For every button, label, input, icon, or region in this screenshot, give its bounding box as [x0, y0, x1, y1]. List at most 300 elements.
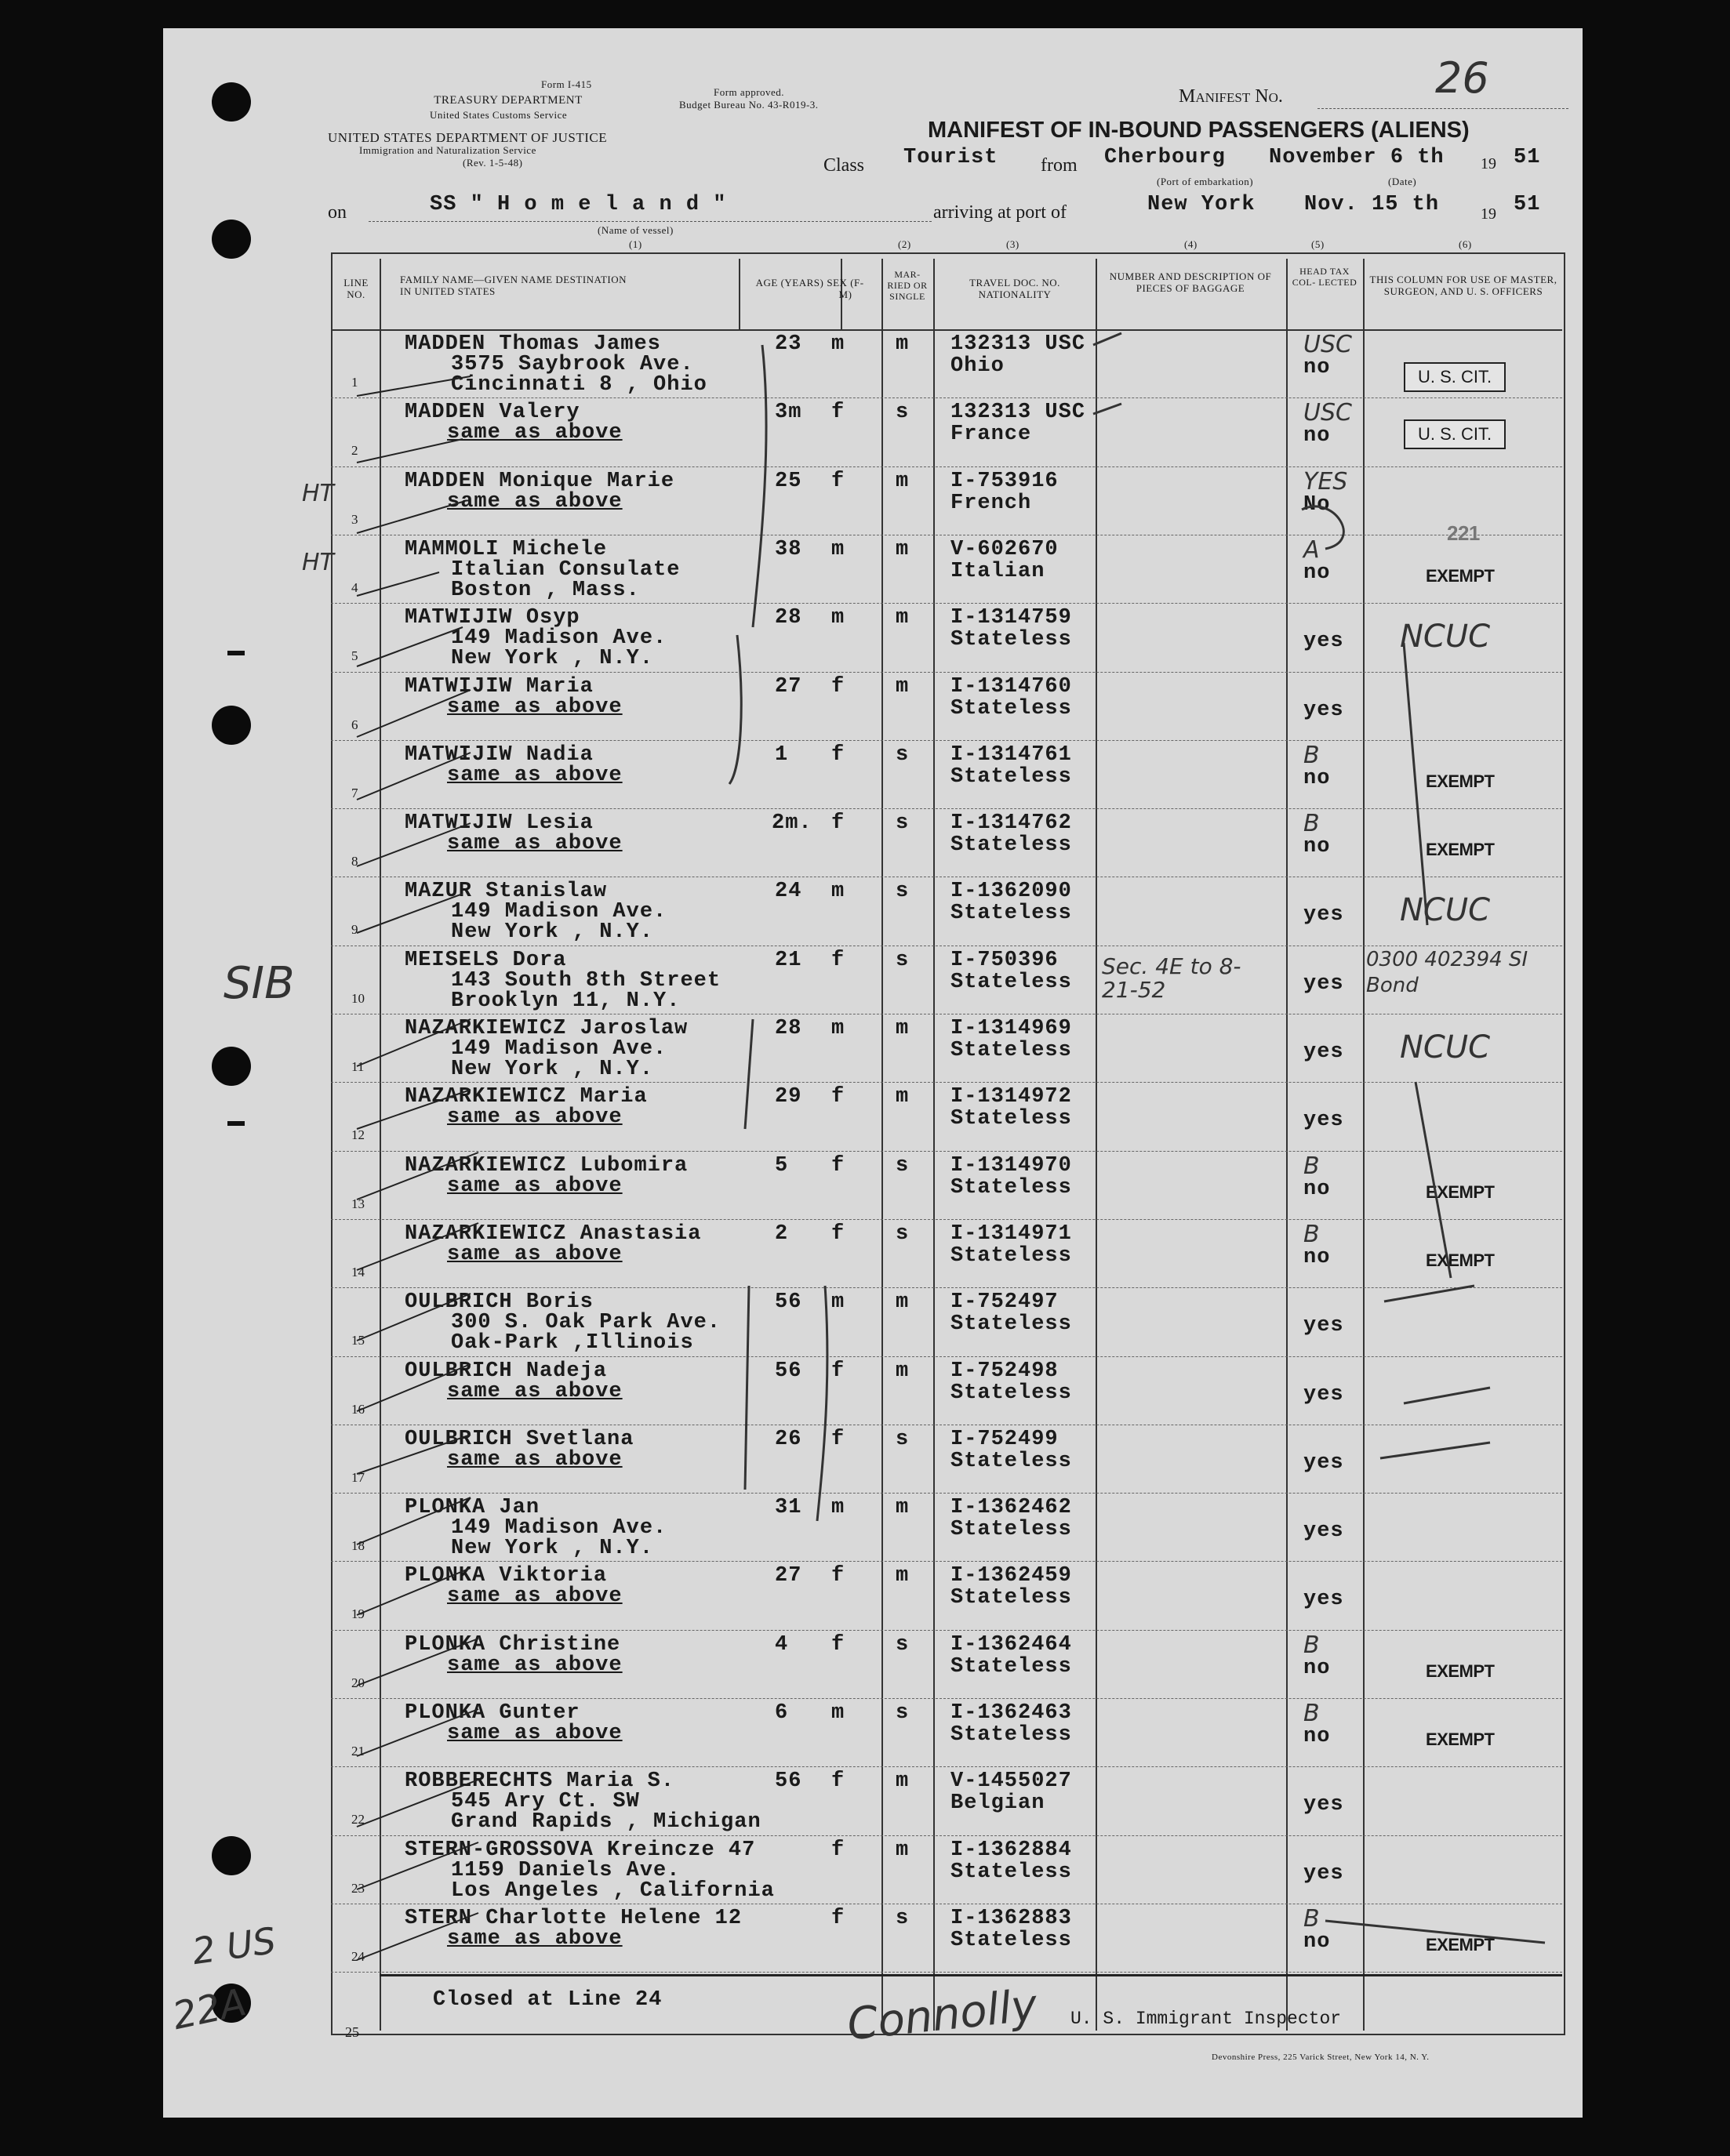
nationality: Stateless — [950, 628, 1072, 652]
passenger-sex: f — [831, 742, 845, 767]
passenger-name: MADDEN Monique Marie — [405, 469, 675, 493]
travel-doc-number: I-1314970 — [950, 1153, 1072, 1178]
head-tax: yes — [1303, 1382, 1344, 1406]
row-line-no: 7 — [351, 785, 358, 800]
passenger-name: OULBRICH Svetlana — [405, 1427, 634, 1451]
passenger-address-2: Oak-Park ,Illinois — [451, 1331, 694, 1356]
travel-doc-number: I-1314759 — [950, 606, 1072, 630]
passenger-name: PLONKA Gunter — [405, 1701, 580, 1725]
marital-status: s — [896, 1153, 910, 1178]
marital-status: s — [896, 1427, 910, 1451]
passenger-name: MATWIJIW Osyp — [405, 606, 580, 630]
passenger-age: 26 — [775, 1427, 802, 1451]
head-tax-note: B — [1303, 741, 1320, 769]
arrival-date: Nov. 15 th — [1304, 193, 1440, 216]
passenger-sex: f — [831, 469, 845, 493]
head-tax-note: B — [1303, 1220, 1320, 1248]
passenger-address-1: same as above — [447, 1447, 623, 1472]
passenger-name: NAZARKIEWICZ Lubomira — [405, 1153, 689, 1178]
row-line-no: 19 — [351, 1606, 365, 1622]
travel-doc-number: I-1314972 — [950, 1085, 1072, 1109]
passenger-sex: f — [831, 1153, 845, 1178]
margin-note-ht: HT — [302, 480, 334, 507]
passenger-address-2: New York , N.Y. — [451, 920, 654, 945]
row-line-no: 1 — [351, 375, 358, 390]
passenger-address-1: same as above — [447, 832, 623, 856]
officer-stamp: 221 — [1447, 521, 1480, 545]
passenger-name: MEISELS Dora — [405, 948, 567, 972]
marital-status: s — [896, 880, 910, 904]
passenger-sex: f — [831, 1427, 845, 1451]
travel-doc-number: I-1314971 — [950, 1221, 1072, 1246]
head-tax: yes — [1303, 1861, 1344, 1886]
head-tax: no — [1303, 561, 1331, 585]
row-line-no: 15 — [351, 1333, 365, 1348]
nationality: Stateless — [950, 902, 1072, 926]
nationality: Stateless — [950, 1381, 1072, 1405]
head-tax: yes — [1303, 1519, 1344, 1544]
arrival-year-prefix: 19 — [1481, 205, 1496, 223]
head-tax: yes — [1303, 1314, 1344, 1338]
head-tax: no — [1303, 1725, 1331, 1748]
passenger-address-1: 300 S. Oak Park Ave. — [451, 1311, 721, 1335]
passenger-name: OULBRICH Boris — [405, 1290, 594, 1315]
passenger-address-1: same as above — [447, 1105, 623, 1130]
passenger-name: MAZUR Stanislaw — [405, 880, 608, 904]
passenger-sex: m — [831, 537, 845, 561]
row-line-no: 22 — [351, 1812, 365, 1828]
passenger-address-1: Italian Consulate — [451, 557, 681, 582]
head-tax: yes — [1303, 1109, 1344, 1133]
header-sex: SEX (F-M) — [827, 277, 864, 300]
date-caption: (Date) — [1388, 176, 1417, 187]
passenger-sex: f — [831, 1632, 845, 1657]
head-tax: no — [1303, 424, 1331, 448]
justice-label: UNITED STATES DEPARTMENT OF JUSTICE — [328, 130, 608, 145]
passenger-address-1: same as above — [447, 489, 623, 514]
passenger-age: 2m. — [772, 811, 812, 836]
passenger-address-1: same as above — [447, 1926, 623, 1951]
head-tax: no — [1303, 766, 1331, 790]
header-name: FAMILY NAME—GIVEN NAME DESTINATION IN UNITED STATES — [400, 274, 627, 297]
officer-stamp: EXEMPT — [1426, 1730, 1495, 1749]
printer-credit: Devonshire Press, 225 Varick Street, New York 14, N. Y. — [1212, 2053, 1430, 2062]
row-line-no: 21 — [351, 1744, 365, 1759]
passenger-name: STERN Charlotte Helene 12 — [405, 1906, 743, 1930]
passenger-sex: f — [831, 1906, 845, 1930]
passenger-sex: f — [831, 1838, 845, 1862]
manifest-no-label: Manifest No. — [1179, 86, 1283, 107]
row-line-no: 13 — [351, 1196, 365, 1211]
travel-doc-number: I-1314760 — [950, 674, 1072, 699]
marital-status: m — [896, 1290, 910, 1315]
passenger-sex: m — [831, 606, 845, 630]
passenger-age: 56 — [775, 1290, 802, 1315]
nationality: Belgian — [950, 1791, 1045, 1816]
passenger-name: NAZARKIEWICZ Jaroslaw — [405, 1017, 689, 1040]
row-line-no: 11 — [351, 1059, 365, 1074]
passenger-sex: f — [831, 1769, 845, 1794]
head-tax-note: B — [1303, 810, 1320, 838]
head-tax-note: USC — [1303, 399, 1352, 427]
officer-stamp: EXEMPT — [1426, 840, 1495, 860]
travel-doc-number: I-1362462 — [950, 1496, 1072, 1520]
passenger-name: STERN-GROSSOVA Kreincze 47 — [405, 1838, 756, 1862]
rev-label: (Rev. 1-5-48) — [463, 157, 523, 169]
passenger-name: MATWIJIW Nadia — [405, 742, 594, 767]
nationality: Stateless — [950, 1039, 1072, 1062]
on-label: on — [328, 202, 347, 223]
passenger-age: 56 — [775, 1769, 802, 1794]
head-tax: no — [1303, 1177, 1331, 1201]
head-tax-note: B — [1303, 1152, 1320, 1180]
passenger-age: 28 — [775, 606, 802, 630]
header-married: MAR- RIED OR SINGLE — [887, 269, 928, 302]
approved-label: Form approved. — [714, 86, 785, 98]
passenger-address-1: same as above — [447, 695, 623, 719]
passenger-sex: f — [831, 811, 845, 836]
arrival-year: 51 — [1514, 193, 1541, 216]
nationality: Stateless — [950, 1723, 1072, 1747]
passenger-sex: m — [831, 1290, 845, 1315]
head-tax: yes — [1303, 1793, 1344, 1817]
passenger-name: MADDEN Valery — [405, 401, 580, 425]
header-officers: THIS COLUMN FOR USE OF MASTER, SURGEON, AND U. S. OFFICERS — [1369, 274, 1557, 297]
row-line-no: 14 — [351, 1264, 365, 1279]
treasury-label: TREASURY DEPARTMENT — [434, 94, 583, 107]
row-line-no: 6 — [351, 717, 358, 732]
marital-status: m — [896, 674, 910, 699]
head-tax-note: B — [1303, 1904, 1320, 1933]
col-number-2: (2) — [898, 238, 911, 250]
officer-stamp: U. S. CIT. — [1404, 362, 1506, 392]
passenger-address-1: same as above — [447, 1242, 623, 1266]
passenger-address-2: New York , N.Y. — [451, 1058, 654, 1081]
passenger-sex: f — [831, 1359, 845, 1383]
row-line-no: 10 — [351, 990, 365, 1006]
nationality: Stateless — [950, 970, 1072, 994]
passenger-age: 24 — [775, 880, 802, 904]
nationality: French — [950, 491, 1032, 515]
passenger-sex: m — [831, 1701, 845, 1725]
passenger-name: MATWIJIW Lesia — [405, 811, 594, 836]
passenger-address-2: Los Angeles , California — [451, 1878, 775, 1903]
margin-note-sib: SIB — [224, 958, 295, 1009]
passenger-age: 38 — [775, 537, 802, 561]
head-tax: yes — [1303, 1040, 1344, 1064]
officer-stamp: EXEMPT — [1426, 565, 1495, 586]
baggage-note: Sec. 4E to 8-21-52 — [1102, 953, 1241, 1004]
marital-status: s — [896, 811, 910, 836]
row-line-no: 18 — [351, 1538, 365, 1554]
closed-at-line: Closed at Line 24 — [433, 1988, 663, 2012]
head-tax: yes — [1303, 903, 1344, 927]
passenger-sex: f — [831, 674, 845, 699]
travel-doc-number: I-1362464 — [950, 1632, 1072, 1657]
travel-doc-number: I-1314761 — [950, 742, 1072, 767]
manifest-no-value: 26 — [1435, 53, 1489, 103]
travel-doc-number: I-1362883 — [950, 1906, 1072, 1930]
marital-status: m — [896, 1564, 910, 1588]
officer-stamp: NCUC — [1400, 892, 1491, 929]
travel-doc-number: 132313 USC — [950, 332, 1086, 356]
marital-status: m — [896, 332, 910, 356]
passenger-address-2: New York , N.Y. — [451, 647, 654, 671]
passenger-address-2: New York , N.Y. — [451, 1537, 654, 1561]
passenger-age: 25 — [775, 469, 802, 493]
inspector-signature: Connolly — [845, 1980, 1040, 2051]
officer-stamp: 0300 402394 SI Bond — [1366, 947, 1528, 998]
passenger-address-1: 1159 Daniels Ave. — [451, 1858, 681, 1882]
marital-status: m — [896, 606, 910, 630]
header-age: AGE (YEARS) — [755, 277, 824, 289]
marital-status: m — [896, 1496, 910, 1520]
nationality: France — [950, 423, 1032, 447]
passenger-age: 27 — [775, 674, 802, 699]
passenger-address-1: 143 South 8th Street — [451, 968, 721, 993]
head-tax: no — [1303, 1656, 1331, 1680]
nationality: Ohio — [950, 354, 1005, 378]
nationality: Stateless — [950, 833, 1072, 858]
marital-status: s — [896, 1221, 910, 1246]
nationality: Stateless — [950, 1586, 1072, 1610]
marital-status: s — [896, 1701, 910, 1725]
row-line-no: 9 — [351, 922, 358, 938]
passenger-name: PLONKA Jan — [405, 1496, 540, 1520]
officer-stamp: EXEMPT — [1426, 1661, 1495, 1681]
officer-stamp: EXEMPT — [1426, 1181, 1495, 1202]
passenger-name: MADDEN Thomas James — [405, 332, 661, 356]
head-tax-note: A — [1303, 535, 1320, 564]
passenger-age: 3m — [775, 401, 802, 425]
passenger-age: 4 — [775, 1632, 789, 1657]
embarkation-year: 51 — [1514, 146, 1541, 169]
travel-doc-number: 132313 USC — [950, 401, 1086, 425]
head-tax: yes — [1303, 1450, 1344, 1475]
passenger-address-1: same as above — [447, 1379, 623, 1403]
row-line-no: 24 — [351, 1948, 365, 1964]
marital-status: m — [896, 1838, 910, 1862]
marital-status: m — [896, 537, 910, 561]
row-line-no: 8 — [351, 854, 358, 869]
passenger-address-1: same as above — [447, 1653, 623, 1677]
form-id: Form I-415 — [541, 78, 592, 90]
class-value: Tourist — [903, 146, 998, 169]
head-tax: no — [1303, 356, 1331, 379]
line-25: 25 — [345, 2024, 359, 2040]
passenger-address-2: Boston , Mass. — [451, 578, 640, 602]
nationality: Stateless — [950, 1928, 1072, 1952]
passenger-age: 21 — [775, 948, 802, 972]
embarkation-date: November 6 th — [1269, 146, 1445, 169]
col-number-3: (3) — [1006, 238, 1019, 250]
passenger-age: 27 — [775, 1564, 802, 1588]
passenger-age: 5 — [775, 1153, 789, 1178]
passenger-address-1: same as above — [447, 763, 623, 787]
manifest-title: MANIFEST OF IN-BOUND PASSENGERS (ALIENS) — [928, 118, 1470, 143]
officer-stamp: NCUC — [1400, 619, 1491, 655]
header-line-no: LINE NO. — [343, 277, 369, 300]
embarkation-port: Cherbourg — [1104, 146, 1226, 169]
passenger-age: 6 — [775, 1701, 789, 1725]
travel-doc-number: I-750396 — [950, 948, 1059, 972]
travel-doc-number: V-1455027 — [950, 1769, 1072, 1794]
officer-stamp: U. S. CIT. — [1404, 419, 1506, 449]
passenger-age: 28 — [775, 1017, 802, 1040]
marital-status: s — [896, 948, 910, 972]
passenger-address-1: same as above — [447, 1174, 623, 1198]
travel-doc-number: I-1314762 — [950, 811, 1072, 836]
nationality: Stateless — [950, 1175, 1072, 1200]
passenger-sex: f — [831, 948, 845, 972]
passenger-name: OULBRICH Nadeja — [405, 1359, 608, 1383]
passenger-name: MATWIJIW Maria — [405, 674, 594, 699]
marital-status: m — [896, 1359, 910, 1383]
passenger-sex: m — [831, 332, 845, 356]
head-tax: no — [1303, 1929, 1331, 1954]
nationality: Stateless — [950, 1518, 1072, 1542]
travel-doc-number: I-753916 — [950, 469, 1059, 493]
row-line-no: 20 — [351, 1675, 365, 1690]
row-line-no: 4 — [351, 579, 358, 595]
passenger-name: NAZARKIEWICZ Anastasia — [405, 1221, 702, 1246]
budget-label: Budget Bureau No. 43-R019-3. — [679, 99, 819, 111]
vessel-caption: (Name of vessel) — [598, 224, 674, 236]
passenger-address-1: same as above — [447, 1722, 623, 1745]
margin-note-22a: 22A — [169, 1980, 250, 2039]
nationality: Stateless — [950, 764, 1072, 789]
passenger-age: 29 — [775, 1085, 802, 1109]
head-tax: yes — [1303, 698, 1344, 722]
passenger-address-1: 149 Madison Ave. — [451, 900, 667, 924]
passenger-sex: m — [831, 1017, 845, 1040]
nationality: Stateless — [950, 1312, 1072, 1337]
from-label: from — [1041, 155, 1078, 176]
passenger-address-1: 545 Ary Ct. SW — [451, 1790, 640, 1814]
ins-label: Immigration and Naturalization Service — [359, 144, 536, 156]
marital-status: s — [896, 1906, 910, 1930]
arriving-label: arriving at port of — [933, 202, 1067, 223]
col-number-6: (6) — [1459, 238, 1472, 250]
passenger-age: 31 — [775, 1496, 802, 1520]
row-line-no: 5 — [351, 648, 358, 664]
passenger-address-2: Brooklyn 11, N.Y. — [451, 989, 681, 1013]
passenger-address-2: Grand Rapids , Michigan — [451, 1810, 761, 1835]
passenger-sex: f — [831, 1564, 845, 1588]
passenger-sex: f — [831, 1085, 845, 1109]
marital-status: m — [896, 1769, 910, 1794]
marital-status: m — [896, 1017, 910, 1040]
passenger-age: 2 — [775, 1221, 789, 1246]
head-tax: No — [1303, 492, 1331, 517]
passenger-name: MAMMOLI Michele — [405, 537, 608, 561]
travel-doc-number: I-1314969 — [950, 1017, 1072, 1040]
margin-note-2us: 2 US — [189, 1918, 279, 1973]
travel-doc-number: I-1362884 — [950, 1838, 1072, 1862]
head-tax-note: YES — [1303, 467, 1348, 495]
vessel-name: SS " H o m e l a n d " — [430, 193, 727, 216]
head-tax: no — [1303, 1245, 1331, 1269]
head-tax-note: USC — [1303, 331, 1352, 358]
travel-doc-number: I-1362090 — [950, 880, 1072, 904]
header-baggage: NUMBER AND DESCRIPTION OF PIECES OF BAGGAGE — [1109, 270, 1272, 294]
travel-doc-number: V-602670 — [950, 537, 1059, 561]
travel-doc-number: I-1362459 — [950, 1564, 1072, 1588]
nationality: Stateless — [950, 696, 1072, 720]
col-number-4: (4) — [1184, 238, 1198, 250]
passenger-name: PLONKA Viktoria — [405, 1564, 608, 1588]
row-line-no: 3 — [351, 511, 358, 527]
marital-status: m — [896, 1085, 910, 1109]
passenger-address-1: 149 Madison Ave. — [451, 1037, 667, 1061]
customs-label: United States Customs Service — [430, 109, 568, 121]
head-tax-note: B — [1303, 1631, 1320, 1659]
head-tax: yes — [1303, 1588, 1344, 1612]
travel-doc-number: I-1362463 — [950, 1701, 1072, 1725]
passenger-address-1: 3575 Saybrook Ave. — [451, 353, 694, 376]
passenger-sex: m — [831, 880, 845, 904]
head-tax: no — [1303, 835, 1331, 859]
row-line-no: 16 — [351, 1401, 365, 1417]
port-caption: (Port of embarkation) — [1157, 176, 1254, 187]
officer-stamp: NCUC — [1400, 1029, 1491, 1065]
marital-status: s — [896, 401, 910, 425]
passenger-name: NAZARKIEWICZ Maria — [405, 1085, 648, 1109]
header-travel-doc: TRAVEL DOC. NO. NATIONALITY — [969, 277, 1060, 300]
class-label: Class — [823, 155, 865, 176]
passenger-name: PLONKA Christine — [405, 1632, 621, 1657]
nationality: Stateless — [950, 1654, 1072, 1679]
passenger-address-1: 149 Madison Ave. — [451, 626, 667, 651]
passenger-age: 1 — [775, 742, 789, 767]
officer-stamp: EXEMPT — [1426, 771, 1495, 791]
from-year-prefix: 19 — [1481, 155, 1496, 172]
nationality: Stateless — [950, 1860, 1072, 1884]
nationality: Stateless — [950, 1243, 1072, 1268]
vessel-col-number: (1) — [629, 238, 642, 250]
travel-doc-number: I-752499 — [950, 1427, 1059, 1451]
row-line-no: 2 — [351, 443, 358, 459]
inspector-label: U. S. Immigrant Inspector — [1070, 2009, 1342, 2029]
head-tax-note: B — [1303, 1700, 1320, 1727]
row-line-no: 17 — [351, 1469, 365, 1485]
arrival-port: New York — [1147, 193, 1256, 216]
passenger-address-1: same as above — [447, 1584, 623, 1609]
passenger-sex: f — [831, 401, 845, 425]
passenger-age: 23 — [775, 332, 802, 356]
head-tax: yes — [1303, 971, 1344, 996]
passenger-sex: m — [831, 1496, 845, 1520]
marital-status: s — [896, 742, 910, 767]
travel-doc-number: I-752498 — [950, 1359, 1059, 1383]
marital-status: m — [896, 469, 910, 493]
header-head-tax: HEAD TAX COL- LECTED — [1292, 266, 1357, 288]
nationality: Stateless — [950, 1107, 1072, 1131]
marital-status: s — [896, 1632, 910, 1657]
passenger-name: ROBBERECHTS Maria S. — [405, 1769, 675, 1794]
col-number-5: (5) — [1311, 238, 1325, 250]
passenger-age: 56 — [775, 1359, 802, 1383]
margin-note-ht: HT — [302, 549, 334, 576]
row-line-no: 12 — [351, 1127, 365, 1143]
nationality: Stateless — [950, 1449, 1072, 1473]
passenger-address-1: 149 Madison Ave. — [451, 1516, 667, 1541]
nationality: Italian — [950, 559, 1045, 583]
head-tax: yes — [1303, 630, 1344, 654]
passenger-address-1: same as above — [447, 421, 623, 445]
row-line-no: 23 — [351, 1880, 365, 1896]
travel-doc-number: I-752497 — [950, 1290, 1059, 1315]
